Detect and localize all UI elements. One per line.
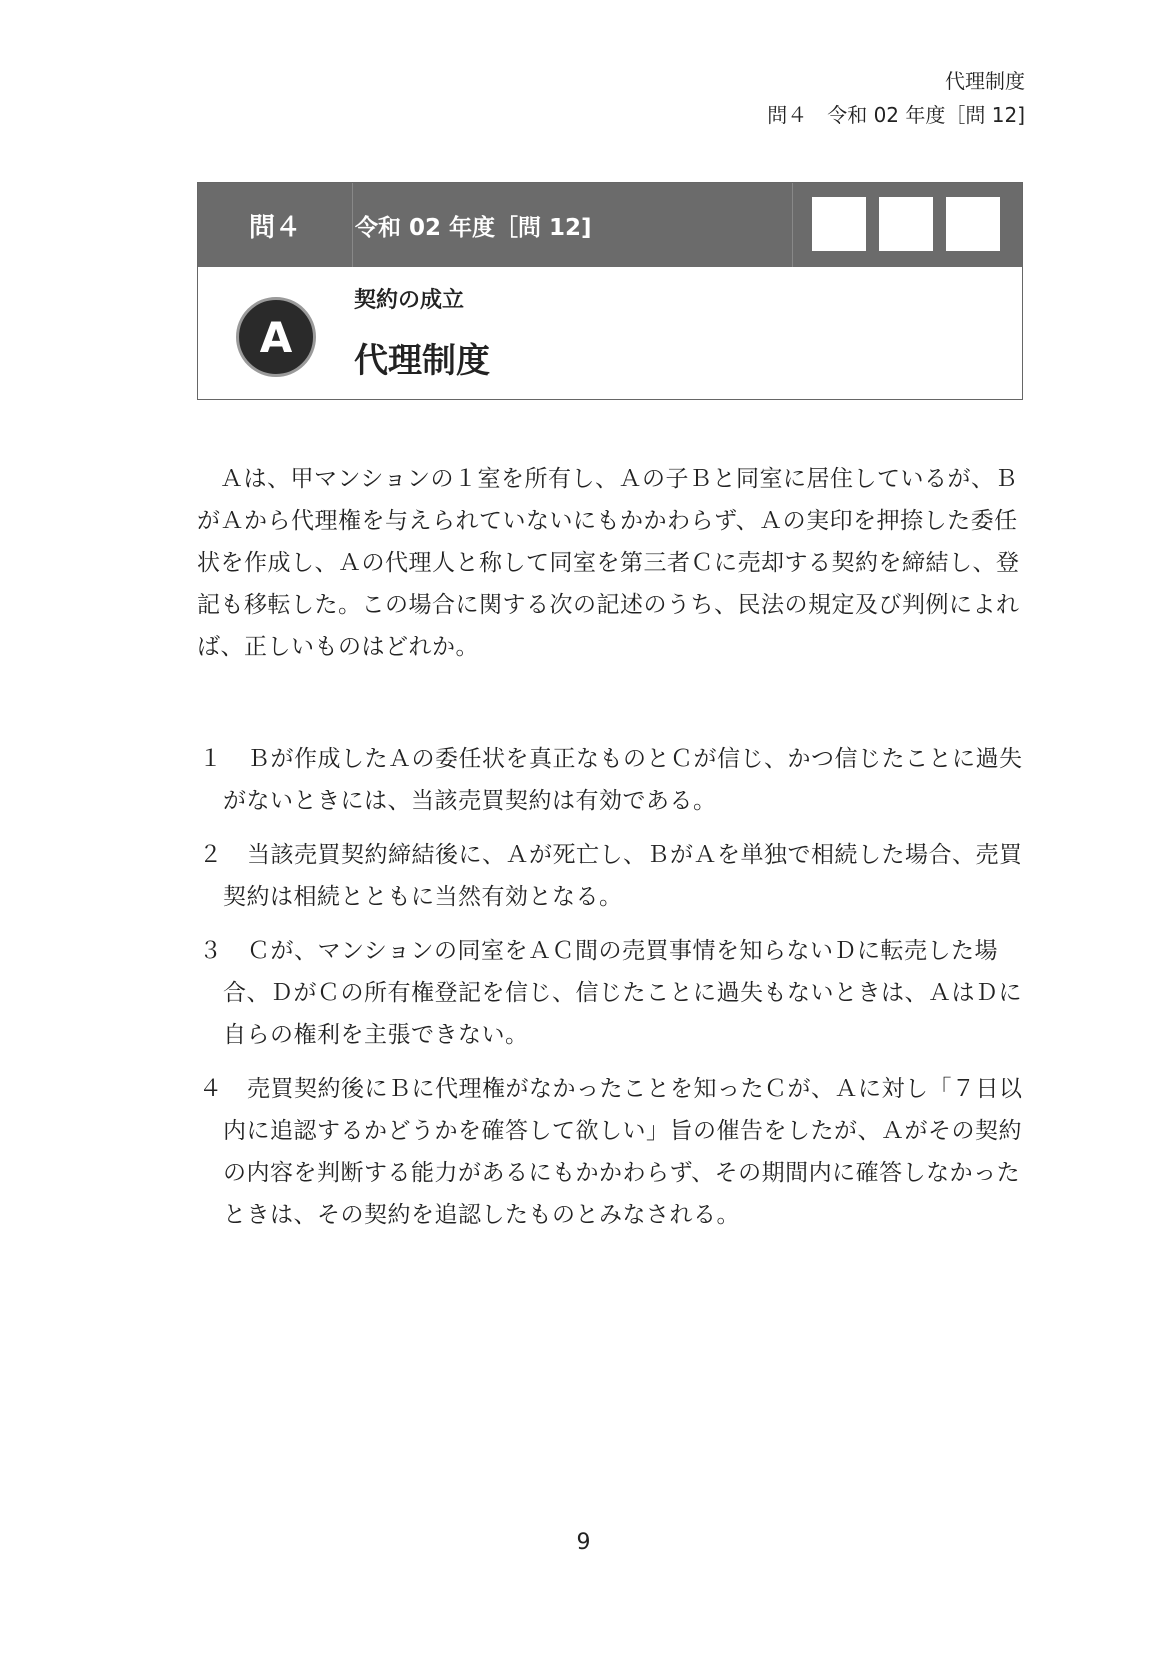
choice-text: 売買契約後にＢに代理権がなかったことを知ったＣが、Ａに対し「７日以内に追認するかどうかを確答して欲しい」旨の催告をしたが、Ａがその契約の内容を判断する能力があるにもかかわらず、その期間内に確答しなかったときは、その契約を追認したものとみなされる。 xyxy=(223,1076,1023,1228)
question-text: Ａは、甲マンションの１室を所有し、Ａの子Ｂと同室に居住しているが、ＢがＡから代理権を与えられていないにもかかわらず、Ａの実印を押捺した委任状を作成し、Ａの代理人と称して同室を第三者Ｃに売却する契約を締結し、登記も移転した。この場合に関する次の記述のうち、民法の規定及び判例によれば、正しいものはどれか。 xyxy=(197,466,1020,660)
choice-number: １ xyxy=(199,746,223,772)
question-year: 令和 02 年度［問 12] xyxy=(355,214,592,241)
page-number: 9 xyxy=(576,1530,591,1555)
choice-item xyxy=(197,738,1027,822)
choice-number: ３ xyxy=(199,938,223,964)
study-checkbox[interactable] xyxy=(946,197,1000,251)
question-category: 契約の成立 xyxy=(354,288,465,313)
study-checkbox[interactable] xyxy=(879,197,933,251)
running-head-question-ref: 問４ 令和 02 年度［問 12] xyxy=(767,103,1025,127)
choice-item xyxy=(197,930,1027,1056)
choice-item xyxy=(197,834,1027,918)
choice-item xyxy=(197,1068,1027,1236)
question-header-box xyxy=(197,182,1023,400)
choice-number: ４ xyxy=(199,1076,223,1102)
choice-text: Ｃが、マンションの同室をＡＣ間の売買事情を知らないＤに転売した場合、ＤがＣの所有権登記を信じ、信じたことに過失もないときは、ＡはＤに自らの権利を主張できない。 xyxy=(223,938,1022,1048)
choice-text: 当該売買契約締結後に、Ａが死亡し、ＢがＡを単独で相続した場合、売買契約は相続とともに当然有効となる。 xyxy=(223,842,1023,910)
choice-list xyxy=(197,738,1027,1248)
question-header-body xyxy=(198,267,1022,399)
question-number: 問４ xyxy=(248,212,301,243)
running-head-topic: 代理制度 xyxy=(945,69,1025,93)
rank-badge: A xyxy=(236,297,316,377)
choice-text: Ｂが作成したＡの委任状を真正なものとＣが信じ、かつ信じたことに過失がないときには、当該売買契約は有効である。 xyxy=(223,746,1023,814)
header-divider xyxy=(792,183,793,267)
question-header-bar xyxy=(198,183,1022,267)
header-divider xyxy=(352,183,353,267)
choice-number: ２ xyxy=(199,842,223,868)
running-head xyxy=(767,64,1025,132)
study-checkbox[interactable] xyxy=(812,197,866,251)
question-topic: 代理制度 xyxy=(354,341,490,381)
